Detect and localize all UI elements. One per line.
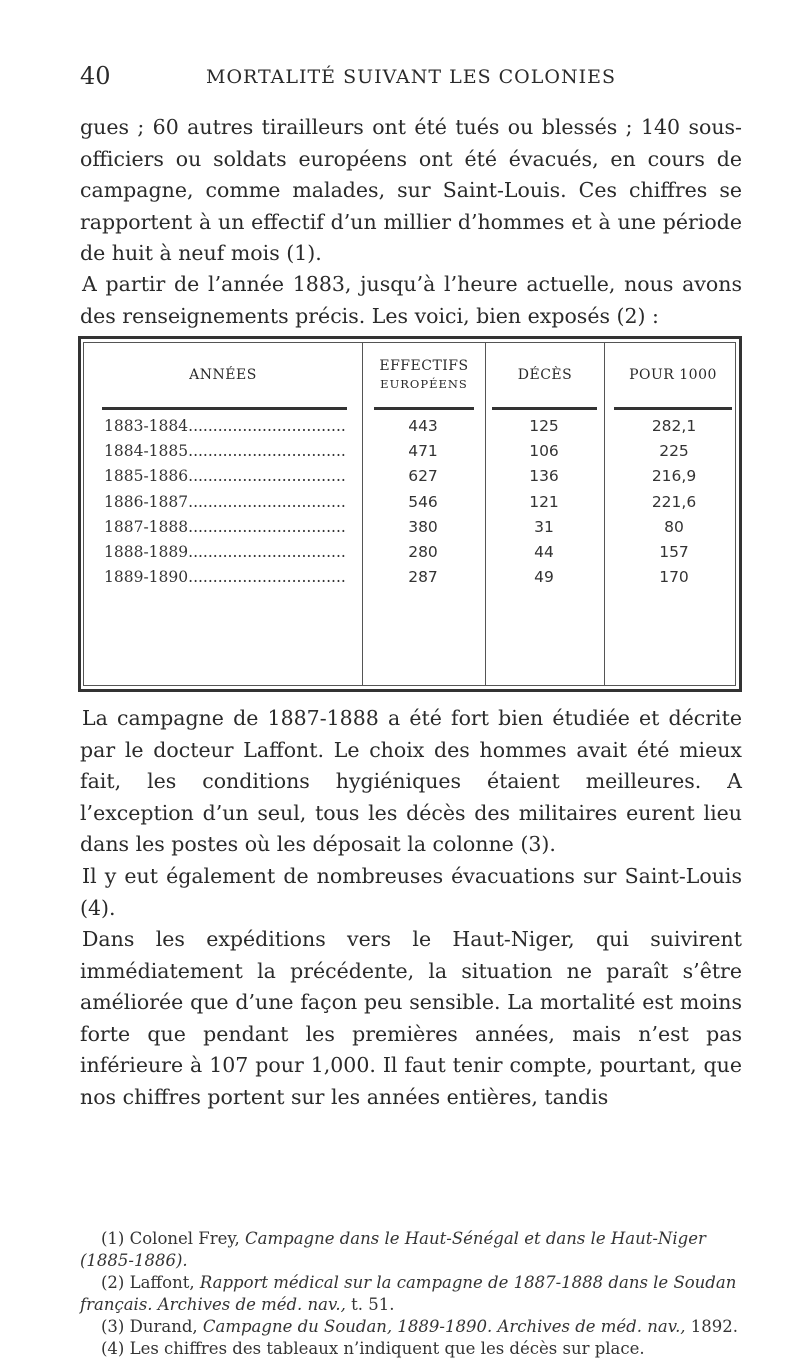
footnote-3: (3) Durand, Campagne du Soudan, 1889-1890. Archives de méd. nav., 1892. bbox=[101, 1317, 739, 1336]
year-cell: 1883-1884................................ bbox=[104, 417, 346, 435]
deces-cell: 49 bbox=[534, 568, 554, 587]
year-cell: 1886-1887................................ bbox=[104, 492, 346, 511]
effectifs-cell: 627 bbox=[408, 467, 438, 486]
table-row bbox=[84, 516, 735, 541]
effectifs-cell: 280 bbox=[408, 542, 438, 561]
effectifs-cell: 380 bbox=[408, 517, 438, 536]
table-row bbox=[84, 541, 735, 566]
effectifs-cell: 287 bbox=[408, 568, 438, 587]
paragraph-4: Il y eut également de nombreuses évacuations sur Saint-Louis (4). bbox=[80, 864, 742, 920]
footnote-2: (2) Laffont, Rapport médical sur la campagne de 1887-1888 dans le Soudan français. Archives de méd. nav., t. 51. bbox=[80, 1273, 737, 1314]
deces-cell: 136 bbox=[529, 467, 559, 486]
header-rule bbox=[102, 407, 347, 410]
header-pour-1000: POUR 1000 bbox=[629, 367, 717, 383]
effectifs-cell: 471 bbox=[408, 442, 438, 461]
deces-cell: 106 bbox=[529, 442, 559, 461]
year-cell: 1885-1886................................ bbox=[104, 467, 346, 486]
year-cell: 1887-1888................................ bbox=[104, 517, 346, 536]
year-cell: 1884-1885................................ bbox=[104, 442, 346, 461]
header-effectifs: EFFECTIFS EUROPÉENS bbox=[379, 358, 469, 391]
year-cell: 1888-1889................................ bbox=[104, 542, 346, 561]
mortality-table bbox=[78, 336, 742, 692]
page-number: 40 bbox=[80, 62, 111, 90]
effectifs-cell: 443 bbox=[408, 417, 438, 435]
pour-1000-cell: 225 bbox=[659, 442, 689, 461]
table-body bbox=[84, 415, 735, 591]
paragraph-2: A partir de l’année 1883, jusqu’à l’heure actuelle, nous avons des renseignements précis. Les voici, bien exposés (2) : bbox=[80, 272, 742, 328]
paragraph-5: Dans les expéditions vers le Haut-Niger, qui suivirent immédiatement la précédente, la situation ne paraît s’être améliorée que d’une façon peu sensible. La mortalité est moins forte que pendant les premières années, mais n’est pas inférieure à 107 pour 1,000. Il faut tenir compte, pourtant, que nos chiffres portent sur les années entières, tandis bbox=[80, 927, 742, 1109]
deces-cell: 125 bbox=[529, 417, 559, 435]
deces-cell: 121 bbox=[529, 492, 559, 511]
table-row bbox=[84, 566, 735, 591]
header-rule bbox=[374, 407, 474, 410]
effectifs-cell: 546 bbox=[408, 492, 438, 511]
table-row bbox=[84, 465, 735, 490]
deces-cell: 31 bbox=[534, 517, 554, 536]
header-rule bbox=[492, 407, 597, 410]
pour-1000-cell: 170 bbox=[659, 568, 689, 587]
header-deces: DÉCÈS bbox=[517, 367, 573, 383]
footnotes bbox=[80, 1228, 742, 1360]
footnote-1: (1) Colonel Frey, Campagne dans le Haut-Sénégal et dans le Haut-Niger (1885-1886). bbox=[80, 1229, 706, 1270]
paragraph-1: gues ; 60 autres tirailleurs ont été tués ou blessés ; 140 sous-officiers ou soldats européens ont été évacués, en cours de campagne, comme malades, sur Saint-Louis. Ces chiffres se rapportent à un effectif d’un millier d’hommes et à une période de huit à neuf mois (1). bbox=[80, 115, 742, 265]
header-annees: ANNÉES bbox=[189, 367, 257, 383]
running-title: MORTALITÉ SUIVANT LES COLONIES bbox=[206, 66, 616, 88]
year-cell: 1889-1890................................ bbox=[104, 568, 346, 587]
table-row bbox=[84, 415, 735, 440]
table-row bbox=[84, 491, 735, 516]
pour-1000-cell: 221,6 bbox=[651, 492, 697, 511]
pour-1000-cell: 157 bbox=[659, 542, 689, 561]
pour-1000-cell: 282,1 bbox=[651, 417, 697, 435]
paragraph-3: La campagne de 1887-1888 a été fort bien étudiée et décrite par le docteur Laffont. Le choix des hommes avait été mieux fait, les conditions hygiéniques étaient meilleures. A l’exception d’un seul, tous les décès des militaires eurent lieu dans les postes où les déposait la colonne (3). bbox=[80, 706, 742, 856]
table-row bbox=[84, 440, 735, 465]
running-header bbox=[80, 62, 742, 92]
footnote-4: (4) Les chiffres des tableaux n’indiquent que les décès sur place. bbox=[101, 1339, 645, 1358]
header-rule bbox=[614, 407, 732, 410]
deces-cell: 44 bbox=[534, 542, 554, 561]
pour-1000-cell: 216,9 bbox=[651, 467, 697, 486]
pour-1000-cell: 80 bbox=[664, 517, 684, 536]
